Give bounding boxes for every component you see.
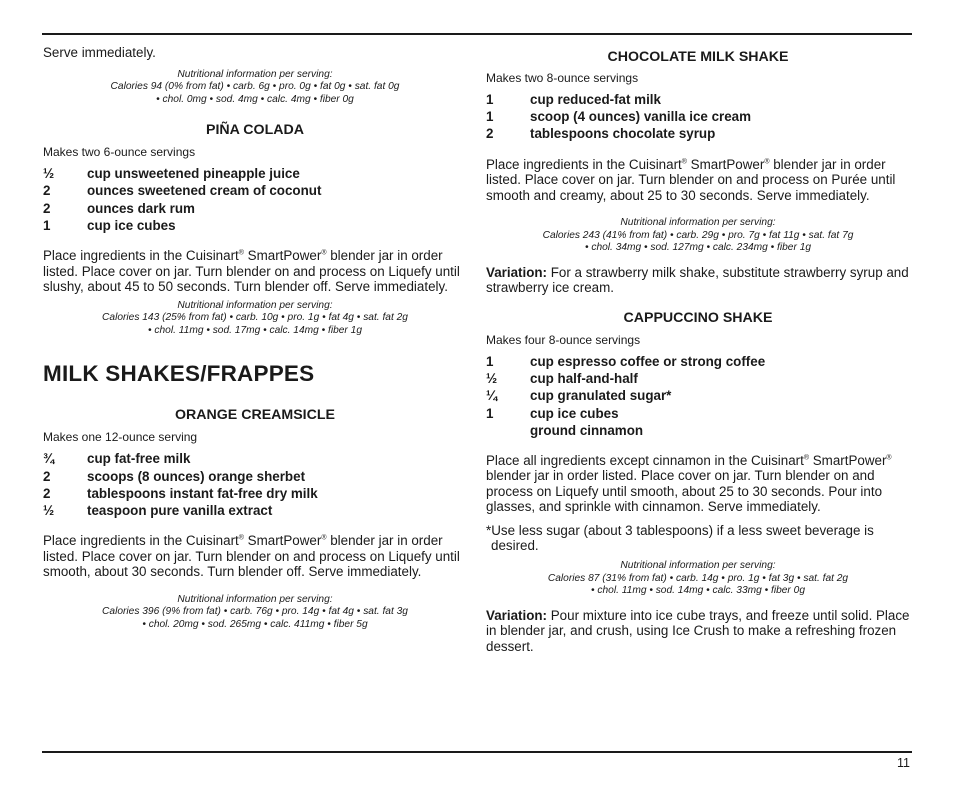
recipe-title-chocolate-milk-shake: CHOCOLATE MILK SHAKE	[607, 49, 789, 65]
instructions	[43, 248, 467, 295]
recipe-title-pina-colada: PIÑA COLADA	[206, 122, 304, 139]
nutrition-info	[486, 560, 910, 598]
servings-note: Makes one 12-ounce serving	[43, 430, 198, 445]
nutrition-line: • chol. 0mg • sod. 4mg • calc. 4mg • fiber 0g	[156, 93, 354, 105]
page-number: 11	[897, 756, 910, 770]
nutrition-line: Calories 94 (0% from fat) • carb. 6g • pro. 0g • fat 0g • sat. fat 0g	[110, 81, 400, 93]
registered-mark: ®	[764, 158, 770, 166]
instructions-text: SmartPower	[243, 248, 322, 264]
instructions-text: blender jar in order listed. Place cover on jar. Turn blender on and process on Liquefy until smooth, about 30 seconds. Turn blender off. Serve immediately.	[43, 533, 460, 580]
ingredient-item	[43, 450, 467, 467]
nutrition-heading: Nutritional information per serving:	[620, 559, 776, 571]
ingredient-qty: 2	[486, 126, 494, 142]
nutrition-line: • chol. 11mg • sod. 14mg • calc. 33mg • fiber 0g	[591, 585, 805, 597]
instructions-text: blender jar in order listed. Place cover on jar. Turn blender on and process on Purée until smooth and creamy, about 25 to 30 seconds. Serve immediately.	[486, 156, 896, 203]
nutrition-info	[486, 217, 910, 255]
instructions-text: blender jar in order listed. Place cover on jar. Turn blender on and process on Liquefy until slushy, about 45 to 50 seconds. Turn blender off. Serve immediately.	[43, 248, 460, 295]
variation-text: For a strawberry milk shake, substitute strawberry syrup and strawberry ice cream.	[486, 264, 909, 296]
nutrition-line: • chol. 11mg • sod. 17mg • calc. 14mg • fiber 1g	[148, 324, 362, 336]
instructions-text: SmartPower	[809, 452, 887, 468]
section-title: MILK SHAKES/FRAPPES	[43, 361, 315, 387]
ingredient-qty: ½	[486, 371, 498, 387]
ingredient-qty: ½	[43, 502, 55, 518]
ingredient-item	[486, 353, 910, 370]
right-column	[486, 45, 910, 654]
nutrition-line: Calories 87 (31% from fat) • carb. 14g • pro. 1g • fat 3g • sat. fat 2g	[547, 572, 849, 584]
registered-mark: ®	[803, 454, 810, 462]
nutrition-heading: Nutritional information per serving:	[177, 299, 333, 311]
instructions-text: SmartPower	[686, 156, 765, 172]
ingredient-item	[43, 485, 467, 502]
nutrition-line: • chol. 34mg • sod. 127mg • calc. 234mg • fiber 1g	[584, 242, 812, 254]
left-column	[43, 45, 467, 631]
ingredient-qty: 1	[486, 353, 494, 369]
instructions-text: Place ingredients in the Cuisinart	[486, 156, 682, 172]
ingredient-name: cup ice cubes	[530, 405, 619, 421]
ingredient-name: cup unsweetened pineapple juice	[87, 166, 300, 182]
variation-note	[486, 265, 910, 296]
nutrition-heading: Nutritional information per serving:	[177, 68, 333, 80]
footnote: *Use less sugar (about 3 tablespoons) if a less sweet beverage is desired.	[486, 522, 874, 554]
ingredient-qty	[486, 422, 530, 439]
servings-note: Makes two 6-ounce servings	[43, 145, 196, 160]
variation-text: Pour mixture into ice cube trays, and freeze until solid. Place in blender jar, and crush, using Ice Crush to make a refreshing frozen dessert.	[486, 607, 910, 654]
ingredient-name: cup ice cubes	[87, 217, 176, 233]
ingredient-qty: 1	[486, 92, 494, 107]
ingredient-qty: ¼	[486, 388, 498, 404]
recipe-title-cappuccino-shake: CAPPUCCINO SHAKE	[623, 309, 773, 326]
ingredient-name: scoops (8 ounces) orange sherbet	[87, 468, 306, 484]
ingredient-item	[43, 468, 467, 485]
ingredient-list	[43, 450, 467, 519]
ingredient-qty: 2	[43, 183, 51, 199]
ingredient-name: ground cinnamon	[530, 422, 644, 438]
ingredient-name: cup half-and-half	[530, 371, 638, 387]
nutrition-heading: Nutritional information per serving:	[177, 593, 333, 605]
ingredient-name: tablespoons instant fat-free dry milk	[87, 485, 318, 501]
ingredient-qty: 2	[43, 200, 51, 216]
intro-text: Serve immediately.	[43, 45, 156, 60]
ingredient-qty: ¾	[43, 451, 55, 467]
ingredient-name: teaspoon pure vanilla extract	[87, 502, 273, 518]
registered-mark: ®	[238, 249, 244, 257]
registered-mark: ®	[886, 454, 892, 462]
servings-note: Makes two 8-ounce servings	[486, 71, 639, 85]
ingredient-item	[486, 387, 910, 404]
bottom-rule	[42, 751, 912, 753]
ingredient-item	[486, 405, 910, 422]
ingredient-list	[486, 353, 910, 439]
variation-note	[486, 608, 910, 655]
recipe-title-orange-creamsicle: ORANGE CREAMSICLE	[174, 407, 335, 424]
instructions-text: Place ingredients in the Cuisinart	[43, 533, 239, 549]
nutrition-line: Calories 243 (41% from fat) • carb. 29g • pro. 7g • fat 11g • sat. fat 7g	[542, 229, 854, 241]
ingredient-name: ounces dark rum	[87, 200, 195, 216]
ingredient-name: cup granulated sugar*	[530, 388, 672, 404]
instructions	[486, 157, 910, 204]
ingredient-qty: 1	[486, 405, 494, 421]
ingredient-name: tablespoons chocolate syrup	[530, 126, 716, 142]
ingredient-qty: 1	[43, 217, 51, 233]
instructions-text: Place ingredients in the Cuisinart	[43, 248, 239, 264]
nutrition-line: Calories 396 (9% from fat) • carb. 76g • pro. 14g • fat 4g • sat. fat 3g	[102, 606, 408, 618]
variation-label: Variation:	[486, 607, 548, 623]
ingredient-item	[43, 182, 467, 199]
ingredient-item	[43, 502, 467, 519]
ingredient-name: ounces sweetened cream of coconut	[87, 183, 322, 199]
nutrition-line: • chol. 20mg • sod. 265mg • calc. 411mg • fiber 5g	[142, 618, 368, 630]
ingredient-name: cup reduced-fat milk	[530, 92, 661, 107]
nutrition-line: Calories 143 (25% from fat) • carb. 10g • pro. 1g • fat 4g • sat. fat 2g	[102, 312, 408, 324]
registered-mark: ®	[238, 534, 244, 542]
nutrition-info	[43, 594, 467, 632]
variation-label: Variation:	[486, 264, 548, 280]
registered-mark: ®	[681, 158, 687, 166]
intro-nutrition	[43, 69, 467, 107]
nutrition-heading: Nutritional information per serving:	[620, 217, 776, 229]
ingredient-qty: 1	[486, 109, 494, 125]
ingredient-item	[486, 91, 910, 108]
ingredient-item	[43, 217, 467, 234]
nutrition-info	[43, 300, 467, 338]
registered-mark: ®	[321, 249, 327, 257]
ingredient-list	[486, 91, 910, 143]
ingredient-qty: 2	[43, 468, 51, 484]
ingredient-name: scoop (4 ounces) vanilla ice cream	[530, 109, 752, 125]
ingredient-name: cup espresso coffee or strong coffee	[530, 353, 766, 369]
servings-note: Makes four 8-ounce servings	[486, 332, 641, 347]
registered-mark: ®	[321, 534, 327, 542]
ingredient-item	[486, 108, 910, 125]
ingredient-list	[43, 165, 467, 234]
instructions-text: SmartPower	[243, 533, 322, 549]
ingredient-item	[43, 165, 467, 182]
instructions	[43, 533, 467, 580]
instructions	[486, 453, 910, 515]
instructions-text: blender jar in order listed. Place cover on jar. Turn blender on and process on Liquefy until smooth, about 25 to 30 seconds. Pour into glasses, and sprinkle with cinnamon. Serve immediately.	[486, 468, 883, 515]
instructions-text: Place all ingredients except cinnamon in the Cuisinart	[486, 452, 804, 468]
top-rule	[42, 33, 912, 35]
ingredient-qty: ½	[43, 166, 55, 182]
ingredient-item	[43, 200, 467, 217]
ingredient-item	[486, 370, 910, 387]
ingredient-item	[486, 422, 910, 439]
ingredient-qty: 2	[43, 485, 51, 501]
ingredient-name: cup fat-free milk	[87, 451, 191, 467]
ingredient-item	[486, 125, 910, 142]
